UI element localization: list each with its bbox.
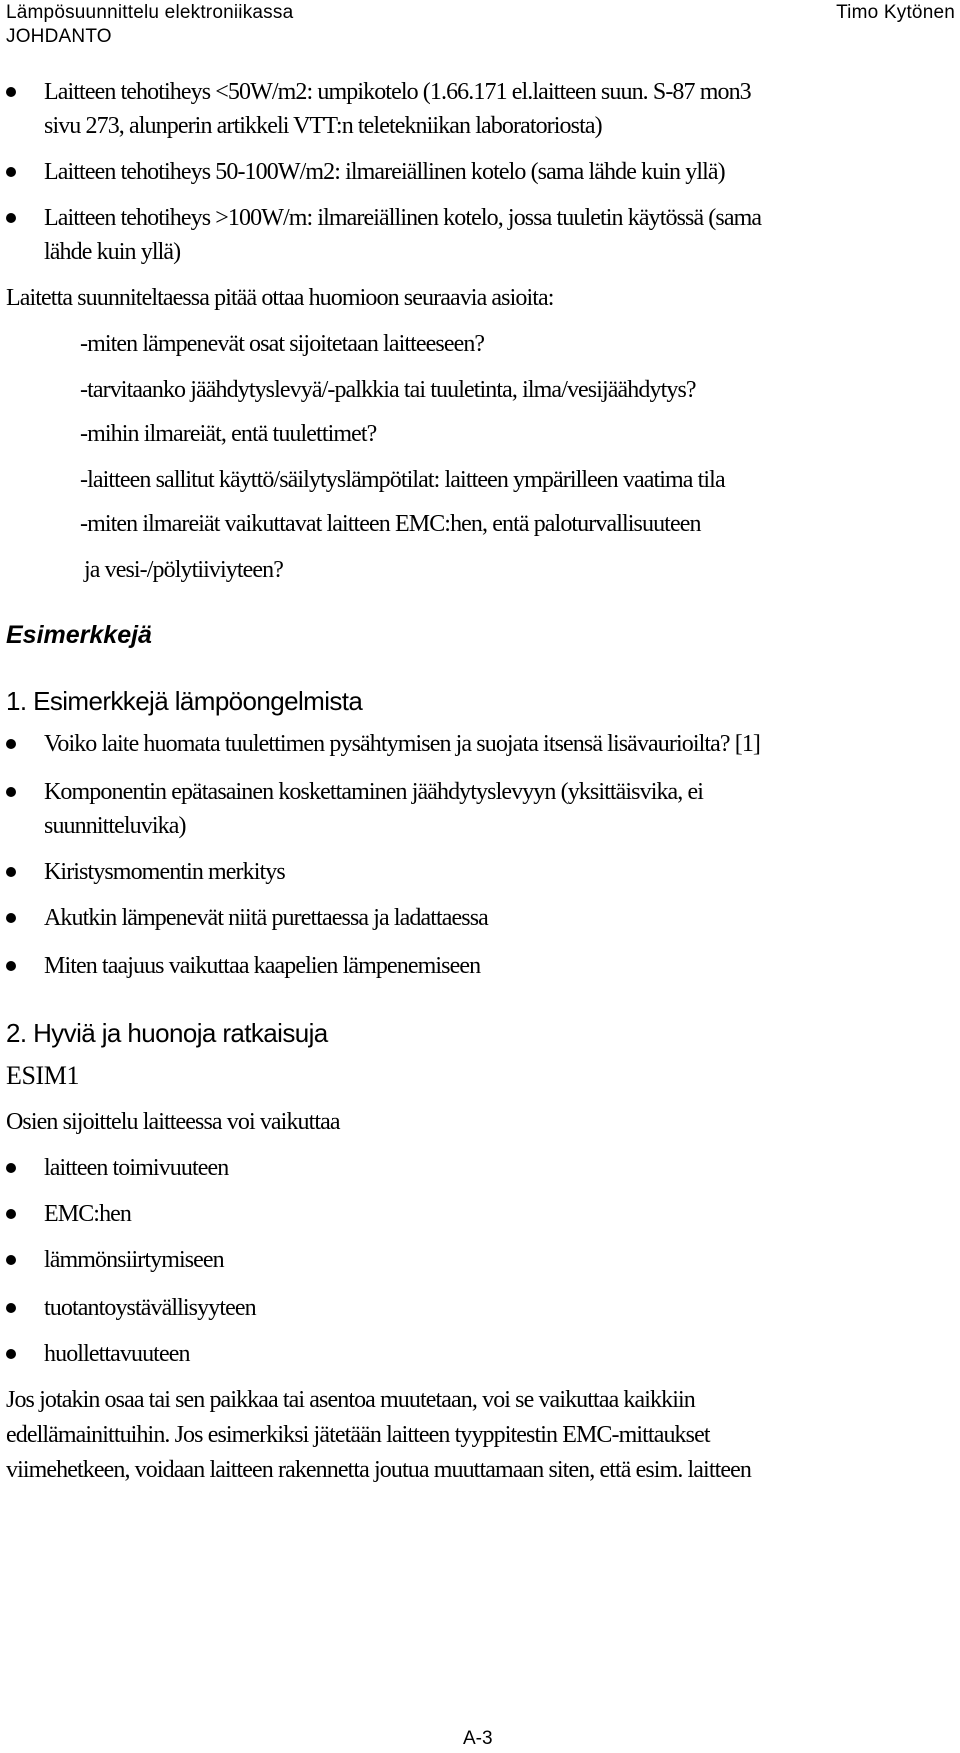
bullet-icon <box>6 739 16 749</box>
bullet-icon <box>6 213 16 223</box>
bullet-icon <box>6 167 16 177</box>
document-title: Lämpösuunnittelu elektroniikassa <box>6 2 294 23</box>
section-label: JOHDANTO <box>6 26 112 47</box>
section-intro: Osien sijoittelu laitteessa voi vaikuttaa <box>6 1109 340 1135</box>
examples-heading: Esimerkkejä <box>6 621 152 649</box>
list-item-text: Akutkin lämpenevät niitä purettaessa ja ladattaessa <box>44 905 488 931</box>
bullet-icon <box>6 1303 16 1313</box>
bullet-icon <box>6 87 16 97</box>
list-item-text <box>44 778 703 840</box>
list-item-text: EMC:hen <box>44 1201 132 1227</box>
list-item-text: lämmönsiirtymiseen <box>44 1247 224 1273</box>
section-heading: 1. Esimerkkejä lämpöongelmista <box>6 686 363 716</box>
list-item-text <box>44 204 761 266</box>
list-item-text: huollettavuuteen <box>44 1341 190 1367</box>
author-name: Timo Kytönen <box>836 2 955 23</box>
list-item-text: Laitteen tehotiheys 50-100W/m2: ilmareiällinen kotelo (sama lähde kuin yllä) <box>44 159 725 185</box>
considerations-intro: Laitetta suunniteltaessa pitää ottaa huomioon seuraavia asioita: <box>6 285 554 311</box>
consideration-item: -miten ilmareiät vaikuttavat laitteen EMC:hen, entä paloturvallisuuteen <box>80 511 701 537</box>
list-item-text: Miten taajuus vaikuttaa kaapelien lämpenemiseen <box>44 953 481 979</box>
list-item-text: laitteen toimivuuteen <box>44 1155 229 1181</box>
example-subheading: ESIM1 <box>6 1061 80 1090</box>
list-item-line: Laitteen tehotiheys >100W/m: ilmareiällinen kotelo, jossa tuuletin käytössä (sama <box>44 205 762 231</box>
list-item-line: Komponentin epätasainen koskettaminen jäähdytyslevyyn (yksittäisvika, ei <box>44 779 704 805</box>
bullet-icon <box>6 1209 16 1219</box>
bullet-icon <box>6 1163 16 1173</box>
list-item-line: Laitteen tehotiheys <50W/m2: umpikotelo (1.66.171 el.laitteen suun. S-87 mon3 <box>44 79 751 105</box>
consideration-item: -laitteen sallitut käyttö/säilytyslämpötilat: laitteen ympärilleen vaatima tila <box>80 467 725 493</box>
consideration-item: -tarvitaanko jäähdytyslevyä/-palkkia tai tuuletinta, ilma/vesijäähdytys? <box>80 377 696 403</box>
consideration-item: -miten lämpenevät osat sijoitetaan laitteeseen? <box>80 331 485 357</box>
list-item-text: Kiristysmomentin merkitys <box>44 859 285 885</box>
page-number: A-3 <box>463 1728 493 1749</box>
consideration-item: ja vesi-/pölytiiviyteen? <box>84 557 284 583</box>
list-item-text: tuotantoystävällisyyteen <box>44 1295 256 1321</box>
list-item-text <box>44 78 751 140</box>
list-item-line: lähde kuin yllä) <box>44 239 181 265</box>
bullet-icon <box>6 961 16 971</box>
list-item-line: sivu 273, alunperin artikkeli VTT:n teletekniikan laboratoriosta) <box>44 113 602 139</box>
paragraph-line: edellämainittuihin. Jos esimerkiksi jätetään laitteen tyyppitestin EMC-mittaukset <box>6 1422 710 1448</box>
bullet-icon <box>6 867 16 877</box>
bullet-icon <box>6 787 16 797</box>
paragraph-line: viimehetkeen, voidaan laitteen rakennetta joutua muuttamaan siten, että esim. laitteen <box>6 1457 751 1483</box>
bullet-icon <box>6 913 16 923</box>
list-item-text: Voiko laite huomata tuulettimen pysähtymisen ja suojata itsensä lisävaurioilta? [1] <box>44 731 761 757</box>
bullet-icon <box>6 1255 16 1265</box>
bullet-icon <box>6 1349 16 1359</box>
section-heading: 2. Hyviä ja huonoja ratkaisuja <box>6 1018 328 1048</box>
consideration-item: -mihin ilmareiät, entä tuulettimet? <box>80 421 377 447</box>
paragraph-line: Jos jotakin osaa tai sen paikkaa tai asentoa muutetaan, voi se vaikuttaa kaikkiin <box>6 1387 695 1413</box>
list-item-line: suunnitteluvika) <box>44 813 186 839</box>
paragraph <box>6 1386 946 1484</box>
